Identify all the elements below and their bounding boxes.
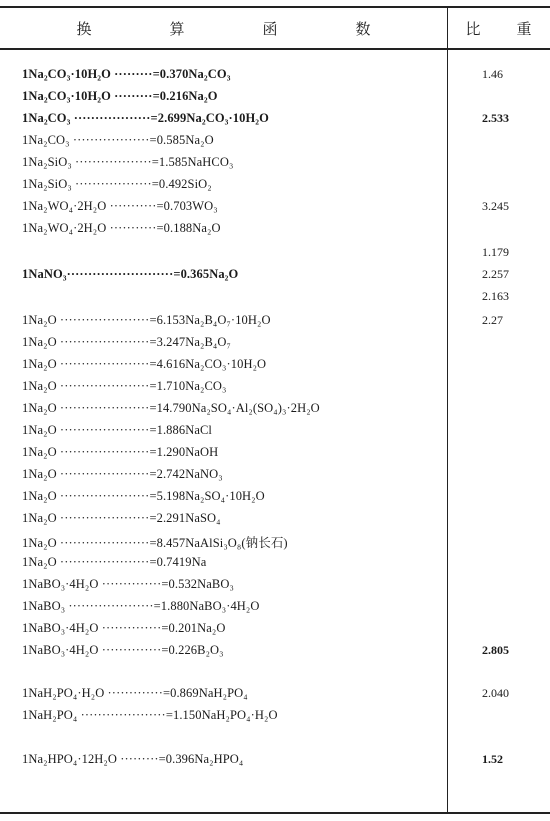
formula-row: 1Na₂O ·····················=3.247Na₂B₄O₇ (22, 335, 231, 349)
formula-row: 1Na₂SiO₃ ··················=1.585NaHCO₃ (22, 155, 234, 169)
formula-row: 1NaBO₃·4H₂O ··············=0.226B₂O₃ (22, 643, 224, 657)
formula-row: 1Na₂CO₃·10H₂O ·········=0.216Na₂O (22, 89, 218, 103)
formula-row: 1Na₂O ·····················=14.790Na₂SO₄·Al₂(SO₄)₃·2H₂O (22, 401, 320, 415)
header-char: 数 (355, 21, 371, 38)
specific-gravity-value: 2.040 (482, 686, 509, 700)
formula-row: 1NaBO₃·4H₂O ··············=0.201Na₂O (22, 621, 226, 635)
formula-row: 1Na₂CO₃·10H₂O ·········=0.370Na₂CO₃ (22, 67, 231, 81)
specific-gravity-value: 1.46 (482, 67, 503, 81)
formula-row: 1Na₂HPO₄·12H₂O ·········=0.396Na₂HPO₄ (22, 752, 244, 766)
formula-row: 1Na₂CO₃ ··················=0.585Na₂O (22, 133, 214, 147)
header-char: 比 (465, 21, 481, 38)
specific-gravity-value: 2.257 (482, 267, 509, 281)
formula-row: 1Na₂O ·····················=0.7419Na (22, 555, 207, 569)
formula-row: 1Na₂O ·····················=1.290NaOH (22, 445, 219, 459)
formula-row: 1Na₂WO₄·2H₂O ···········=0.188Na₂O (22, 221, 221, 235)
formula-row: 1Na₂O ·····················=2.742NaNO₃ (22, 467, 223, 481)
formula-row: 1Na₂O ·····················=8.457NaAlSi₃O₈(钠长石) (22, 536, 288, 550)
header-char: 函 (262, 21, 278, 38)
header-specific-gravity (447, 8, 550, 48)
header-char: 换 (76, 21, 92, 38)
header-rule (0, 48, 550, 50)
specific-gravity-value: 1.179 (482, 245, 509, 259)
specific-gravity-value: 3.245 (482, 199, 509, 213)
specific-gravity-value: 2.533 (482, 111, 509, 125)
formula-row: 1NaBO₃·4H₂O ··············=0.532NaBO₃ (22, 577, 234, 591)
formula-row: 1Na₂O ·····················=4.616Na₂CO₃·10H₂O (22, 357, 267, 371)
formula-row: 1Na₂O ·····················=1.886NaCl (22, 423, 213, 437)
header-char: 算 (169, 21, 185, 38)
header-conversion-function (0, 8, 447, 48)
specific-gravity-value: 2.163 (482, 289, 509, 303)
formula-row: 1Na₂WO₄·2H₂O ···········=0.703WO₃ (22, 199, 218, 213)
formula-row: 1Na₂SiO₃ ··················=0.492SiO₂ (22, 177, 212, 191)
header-char: 重 (516, 21, 532, 38)
formula-row: 1NaNO₃·························=0.365Na₂O (22, 267, 239, 281)
formula-row: 1NaH₂PO₄ ····················=1.150NaH₂PO₄·H₂O (22, 708, 278, 722)
formula-row: 1Na₂O ·····················=2.291NaSO₄ (22, 511, 221, 525)
bottom-rule (0, 812, 550, 814)
formula-row: 1Na₂CO₃ ··················=2.699Na₂CO₃·10H₂O (22, 111, 269, 125)
specific-gravity-value: 1.52 (482, 752, 503, 766)
formula-row: 1NaBO₃ ····················=1.880NaBO₃·4H₂O (22, 599, 260, 613)
formula-row: 1Na₂O ·····················=1.710Na₂CO₃ (22, 379, 227, 393)
formula-row: 1Na₂O ·····················=5.198Na₂SO₄·10H₂O (22, 489, 265, 503)
formula-row: 1Na₂O ·····················=6.153Na₂B₄O₇·10H₂O (22, 313, 271, 327)
column-divider (447, 6, 448, 814)
formula-row: 1NaH₂PO₄·H₂O ·············=0.869NaH₂PO₄ (22, 686, 248, 700)
specific-gravity-value: 2.27 (482, 313, 503, 327)
specific-gravity-value: 2.805 (482, 643, 509, 657)
